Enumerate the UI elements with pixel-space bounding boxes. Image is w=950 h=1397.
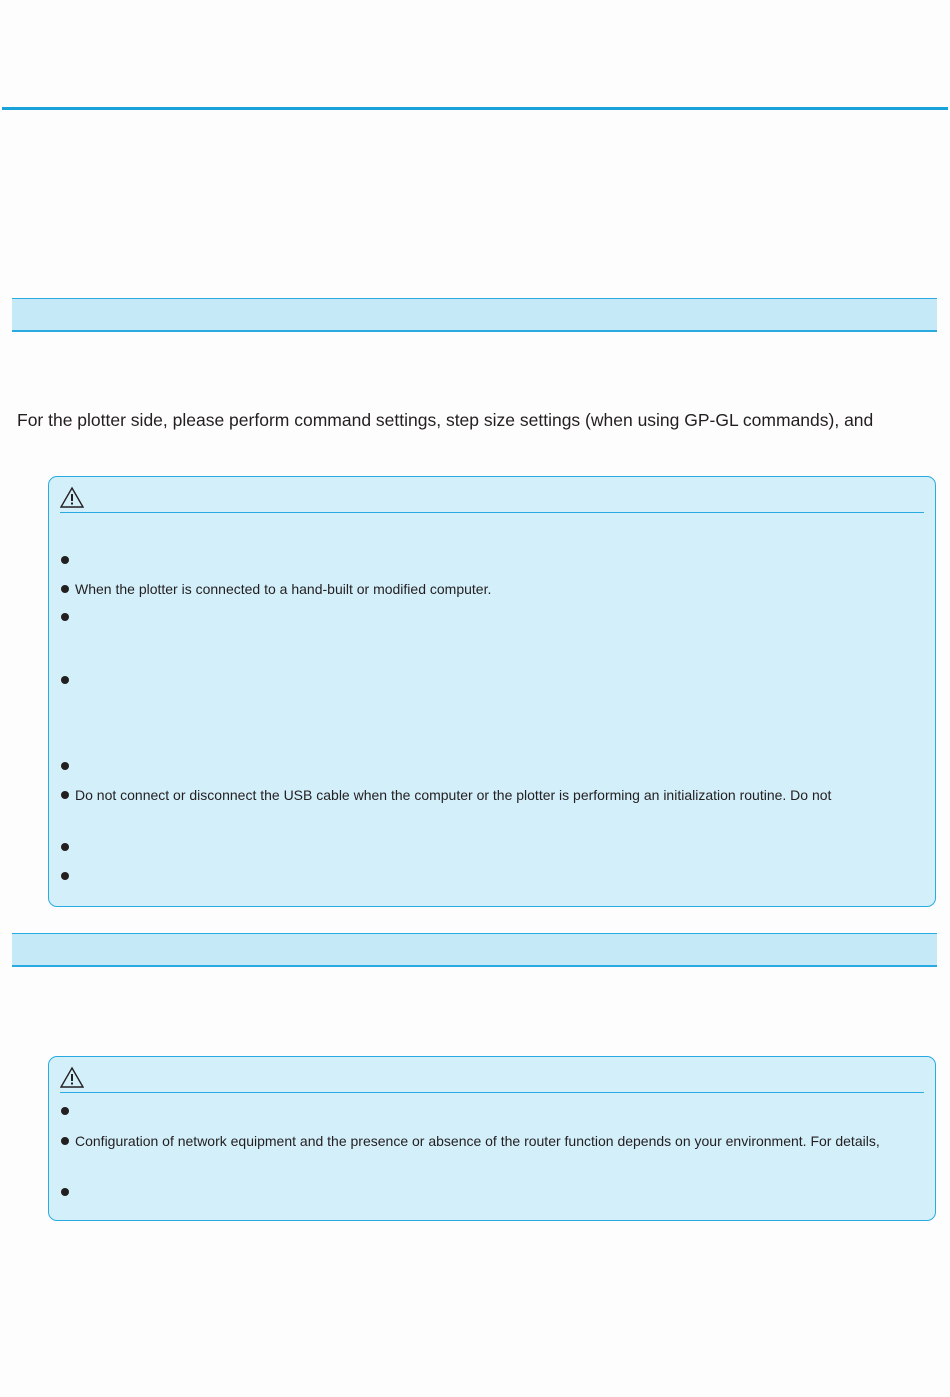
caution2-item-1 — [61, 1103, 75, 1119]
caution-box-1 — [48, 476, 936, 907]
bullet-dot — [61, 1137, 69, 1145]
intro-paragraph: For the plotter side, please perform command settings, step size settings (when using GP-GL commands), and — [17, 410, 874, 430]
caution-header-1 — [60, 486, 924, 513]
bullet-dot — [61, 872, 69, 880]
bullet-dot — [61, 1188, 69, 1196]
caution1-item-4 — [61, 672, 75, 688]
caution2-item-3 — [61, 1184, 75, 1200]
bullet-dot — [61, 791, 69, 799]
caution1-item-8 — [61, 868, 75, 884]
top-rule — [2, 107, 948, 110]
caution-triangle-icon — [60, 1066, 84, 1088]
bullet-dot — [61, 843, 69, 851]
caution1-item-6: Do not connect or disconnect the USB cable when the computer or the plotter is performing an initialization routine. Do not — [61, 787, 831, 803]
bullet-dot — [61, 762, 69, 770]
caution-triangle-icon — [60, 486, 84, 508]
caution-header-2 — [60, 1066, 924, 1093]
bullet-dot — [61, 1107, 69, 1115]
bullet-dot — [61, 676, 69, 684]
caution1-item-2: When the plotter is connected to a hand-built or modified computer. — [61, 581, 491, 597]
section-header-bar-1 — [12, 298, 937, 332]
caution-box-2 — [48, 1056, 936, 1221]
caution2-item-2: Configuration of network equipment and the presence or absence of the router function depends on your environment. For details, — [61, 1133, 880, 1149]
bullet-dot — [61, 613, 69, 621]
caution1-item-7 — [61, 839, 75, 855]
bullet-dot — [61, 585, 69, 593]
caution1-item-3 — [61, 609, 75, 625]
bullet-dot — [61, 556, 69, 564]
caution1-item-1 — [61, 552, 75, 568]
section-header-bar-2 — [12, 933, 937, 967]
caution1-item-5 — [61, 758, 75, 774]
